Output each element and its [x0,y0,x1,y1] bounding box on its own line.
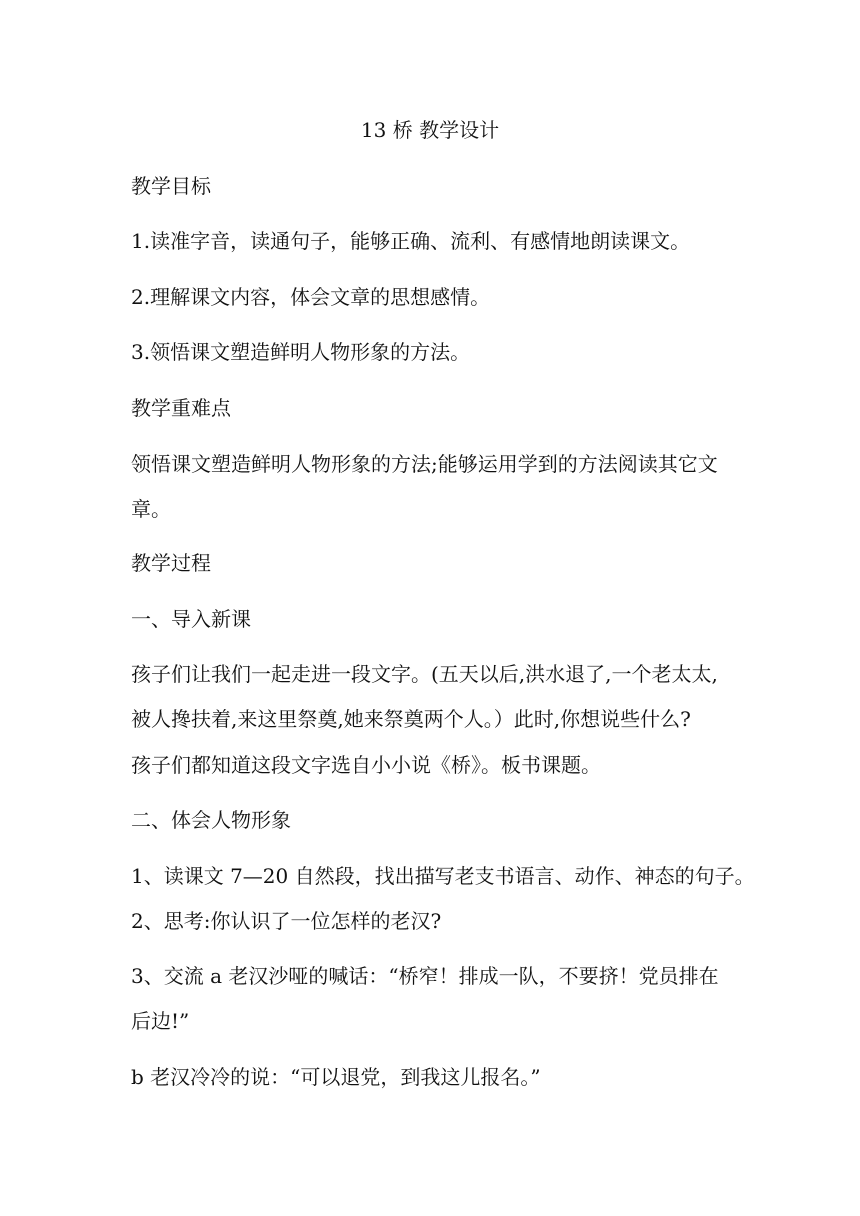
key-points-heading: 教学重难点 [131,396,231,420]
part1-paragraph-line: 孩子们让我们一起走进一段文字。(五天以后,洪水退了,一个老太太, [131,662,718,686]
process-heading: 教学过程 [131,551,211,575]
part2-line: b 老汉冷冷的说：“可以退党，到我这儿报名。” [131,1065,541,1089]
document-title: 13 桥 教学设计 [360,118,500,142]
part2-line: 3、交流 a 老汉沙哑的喊话：“桥窄！排成一队，不要挤！党员排在 [131,964,719,988]
objective-item: 3.领悟课文塑造鲜明人物形象的方法。 [131,340,471,364]
objective-item: 2.理解课文内容，体会文章的思想感情。 [131,285,491,309]
key-points-text: 领悟课文塑造鲜明人物形象的方法;能够运用学到的方法阅读其它文 [131,452,718,476]
objective-item: 1.读准字音，读通句子，能够正确、流利、有感情地朗读课文。 [131,229,691,253]
objectives-heading: 教学目标 [131,174,211,198]
part2-heading: 二、体会人物形象 [131,808,291,832]
part1-paragraph-line: 孩子们都知道这段文字选自小小说《桥》。板书课题。 [131,753,601,777]
part2-line: 1、读课文 7—20 自然段，找出描写老支书语言、动作、神态的句子。 [131,864,755,888]
part2-line: 后边!” [131,1009,190,1033]
key-points-text: 章。 [131,497,171,521]
part2-line: 2、思考:你认识了一位怎样的老汉? [131,909,442,933]
part1-heading: 一、导入新课 [131,607,251,631]
part1-paragraph-line: 被人搀扶着,来这里祭奠,她来祭奠两个人。）此时,你想说些什么? [131,707,691,731]
